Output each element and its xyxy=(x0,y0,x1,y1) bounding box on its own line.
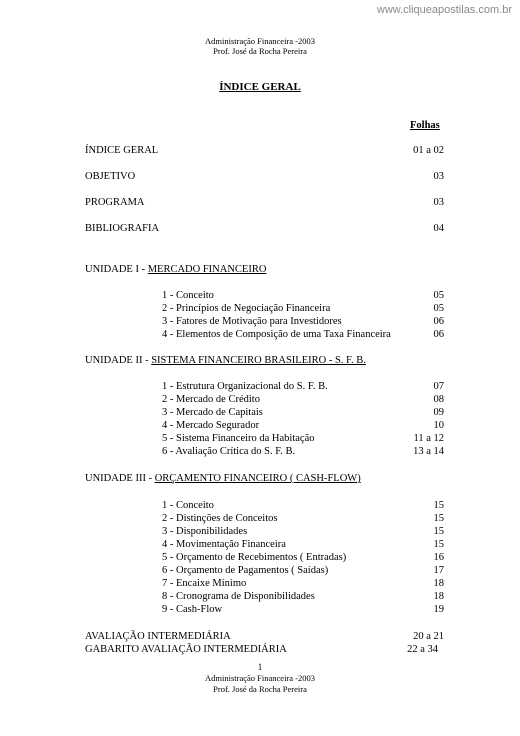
toc-item-label: 4 - Movimentação Financeira xyxy=(162,539,286,550)
toc-item-label: 5 - Orçamento de Recebimentos ( Entradas) xyxy=(162,552,347,563)
watermark-url: www.cliqueapostilas.com.br xyxy=(376,4,512,16)
unit-heading xyxy=(85,473,361,485)
unit-prefix: UNIDADE II - xyxy=(85,355,152,366)
toc-entry-pages: 03 xyxy=(433,171,444,182)
toc-item-label: 8 - Cronograma de Disponibilidades xyxy=(162,591,315,602)
toc-item-label: 3 - Disponibilidades xyxy=(162,526,248,537)
toc-item-label: 2 - Mercado de Crédito xyxy=(162,394,260,405)
unit-name: SISTEMA FINANCEIRO BRASILEIRO - S. F. B. xyxy=(151,355,366,366)
toc-entry-label: ÍNDICE GERAL xyxy=(85,145,159,156)
header-professor: Prof. José da Rocha Pereira xyxy=(213,46,307,56)
unit-heading xyxy=(85,264,266,276)
toc-item-pages: 08 xyxy=(433,394,444,405)
toc-item-label: 4 - Mercado Segurador xyxy=(162,420,260,431)
toc-item-pages: 07 xyxy=(433,381,444,392)
toc-item-label: 2 - Distinções de Conceitos xyxy=(162,513,278,524)
toc-item-label: 1 - Estrutura Organizacional do S. F. B. xyxy=(162,381,328,392)
toc-item-pages: 11 a 12 xyxy=(413,433,444,444)
folhas-column-header: Folhas xyxy=(410,120,440,131)
toc-entry-pages: 20 a 21 xyxy=(413,631,444,642)
footer-course: Administração Financeira -2003 xyxy=(205,673,315,683)
unit-prefix: UNIDADE III - xyxy=(85,473,155,484)
toc-item-label: 3 - Fatores de Motivação para Investidores xyxy=(162,316,342,327)
toc-item-label: 3 - Mercado de Capitais xyxy=(162,407,263,418)
toc-item-label: 6 - Orçamento de Pagamentos ( Saídas) xyxy=(162,565,329,576)
toc-item-pages: 17 xyxy=(433,565,444,576)
toc-item-label: 5 - Sistema Financeiro da Habitação xyxy=(162,433,315,444)
toc-entry-label: GABARITO AVALIAÇÃO INTERMEDIÁRIA xyxy=(85,644,287,655)
toc-entry-label: PROGRAMA xyxy=(85,197,145,208)
toc-entry-label: BIBLIOGRAFIA xyxy=(85,223,160,234)
toc-item-label: 7 - Encaixe Mínimo xyxy=(162,578,247,589)
toc-entry-label: OBJETIVO xyxy=(85,171,136,182)
page-title: ÍNDICE GERAL xyxy=(219,81,301,93)
toc-entry-pages: 03 xyxy=(433,197,444,208)
page-number: 1 xyxy=(257,662,263,672)
toc-entry-pages: 01 a 02 xyxy=(413,145,444,156)
unit-name: MERCADO FINANCEIRO xyxy=(147,264,267,275)
toc-item-label: 1 - Conceito xyxy=(162,290,214,301)
toc-item-pages: 10 xyxy=(433,420,444,431)
toc-item-label: 1 - Conceito xyxy=(162,500,214,511)
toc-item-pages: 09 xyxy=(433,407,444,418)
footer-professor: Prof. José da Rocha Pereira xyxy=(213,684,307,694)
toc-item-label: 9 - Cash-Flow xyxy=(162,604,223,615)
toc-item-pages: 18 xyxy=(433,578,444,589)
toc-entry-pages: 22 a 34 xyxy=(407,644,438,655)
toc-item-pages: 06 xyxy=(433,316,444,327)
toc-item-pages: 15 xyxy=(433,539,444,550)
toc-item-pages: 15 xyxy=(433,500,444,511)
toc-entry-label: AVALIAÇÃO INTERMEDIÁRIA xyxy=(85,631,231,642)
toc-item-pages: 06 xyxy=(433,329,444,340)
toc-entry-pages: 04 xyxy=(433,223,444,234)
unit-heading xyxy=(85,355,366,367)
toc-item-pages: 15 xyxy=(433,526,444,537)
toc-item-label: 2 - Princípios de Negociação Financeira xyxy=(162,303,331,314)
toc-item-pages: 18 xyxy=(433,591,444,602)
toc-item-label: 6 - Avaliação Crítica do S. F. B. xyxy=(162,446,296,457)
unit-prefix: UNIDADE I - xyxy=(85,264,148,275)
unit-name: ORÇAMENTO FINANCEIRO ( CASH-FLOW) xyxy=(154,473,361,484)
toc-item-pages: 05 xyxy=(433,303,444,314)
toc-item-label: 4 - Elementos de Composição de uma Taxa Financeira xyxy=(162,329,391,340)
toc-item-pages: 19 xyxy=(433,604,444,615)
toc-item-pages: 15 xyxy=(433,513,444,524)
toc-item-pages: 16 xyxy=(433,552,444,563)
toc-item-pages: 05 xyxy=(433,290,444,301)
toc-item-pages: 13 a 14 xyxy=(413,446,444,457)
header-course: Administração Financeira -2003 xyxy=(205,36,315,46)
